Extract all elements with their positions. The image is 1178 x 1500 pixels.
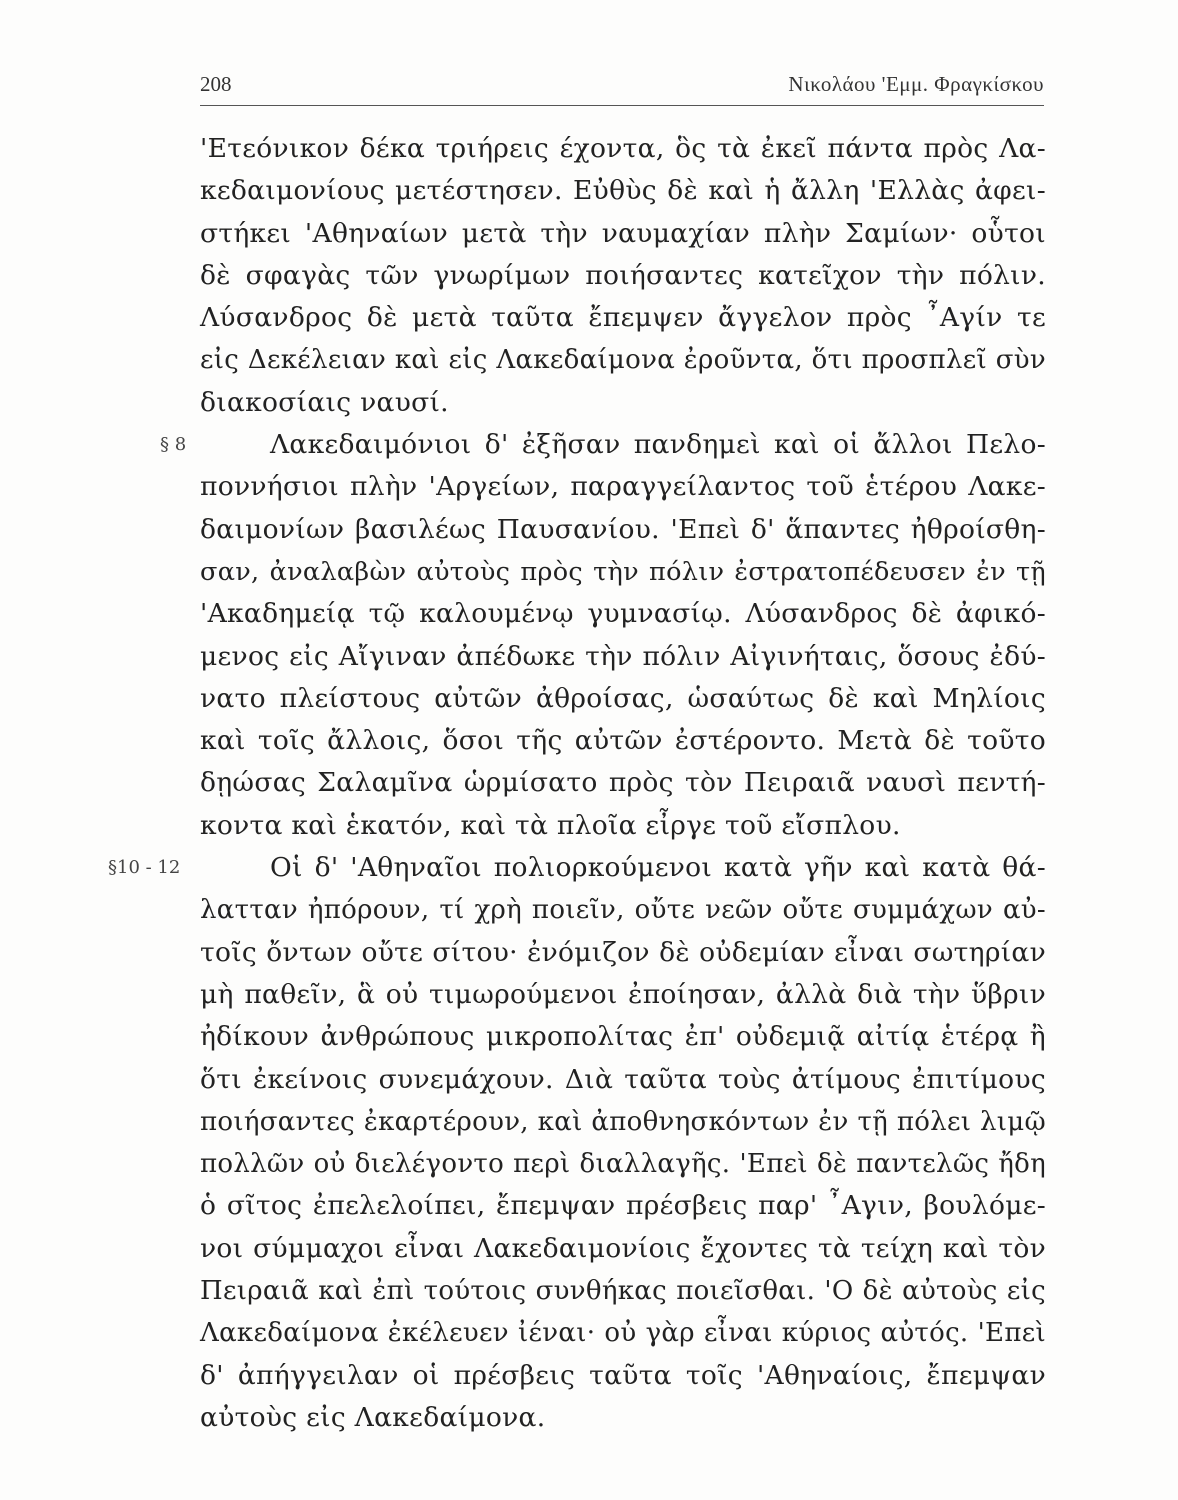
page-number: 208 bbox=[200, 72, 232, 96]
header-rule bbox=[200, 105, 1044, 106]
section-marker: § 8 bbox=[160, 434, 187, 456]
text-line: μενος εἰς Αἴγιναν ἀπέδωκε τὴν πόλιν Αἰγινήταις, ὅσους ἐδύ- bbox=[200, 640, 1046, 672]
text-line: νοι σύμμαχοι εἶναι Λακεδαιμονίοις ἔχοντες τὰ τείχη καὶ τὸν bbox=[200, 1232, 1046, 1264]
text-line: εἰς Δεκέλειαν καὶ εἰς Λακεδαίμονα ἐροῦντα, ὅτι προσπλεῖ σὺν bbox=[200, 345, 1046, 376]
text-line: τοῖς ὄντων οὔτε σίτου· ἐνόμιζον δὲ οὐδεμίαν εἶναι σωτηρίαν bbox=[200, 936, 1046, 968]
text-line: δῃώσας Σαλαμῖνα ὡρμίσατο πρὸς τὸν Πειραιᾶ ναυσὶ πεντή- bbox=[200, 767, 1046, 799]
text-line: αὐτοὺς εἰς Λακεδαίμονα. bbox=[200, 1401, 546, 1433]
text-line: νατο πλείστους αὐτῶν ἀθροίσας, ὡσαύτως δὲ καὶ Μηλίοις bbox=[200, 682, 1046, 714]
text-line: διακοσίαις ναυσί. bbox=[200, 386, 449, 418]
text-line: ποιήσαντες ἐκαρτέρουν, καὶ ἀποθνησκόντων ἐν τῇ πόλει λιμῷ bbox=[200, 1106, 1046, 1137]
text-line: καὶ τοῖς ἄλλοις, ὅσοι τῆς αὐτῶν ἐστέροντο. Μετὰ δὲ τοῦτο bbox=[200, 725, 1046, 757]
paragraph-first-line bbox=[108, 847, 1046, 889]
body-text bbox=[108, 128, 1046, 1439]
text-line: μὴ παθεῖν, ἃ οὐ τιμωρούμενοι ἐποίησαν, ἀλλὰ διὰ τὴν ὕβριν bbox=[200, 978, 1046, 1010]
text-line: 'Ακαδημείᾳ τῷ καλουμένῳ γυμνασίῳ. Λύσανδρος δὲ ἀφικό- bbox=[200, 598, 1046, 630]
text-line: 'Ετεόνικον δέκα τριήρεις έχοντα, ὃς τὰ ἐκεῖ πάντα πρὸς Λα- bbox=[200, 133, 1046, 164]
running-title: Νικολάου 'Εμμ. Φραγκίσκου bbox=[788, 72, 1044, 96]
text-line: δαιμονίων βασιλέως Παυσανίου. 'Επεὶ δ' ἅπαντες ἠθροίσθη- bbox=[200, 513, 1046, 545]
text-line: σαν, ἀναλαβὼν αὐτοὺς πρὸς τὴν πόλιν ἐστρατοπέδευσεν ἐν τῇ bbox=[200, 556, 1046, 587]
text-line: δ' ἀπήγγειλαν οἱ πρέσβεις ταῦτα τοῖς 'Αθηναίοις, ἔπεμψαν bbox=[200, 1359, 1046, 1391]
section-marker: §10 - 12 bbox=[108, 857, 181, 879]
text-line: Οἱ δ' 'Αθηναῖοι πολιορκούμενοι κατὰ γῆν καὶ κατὰ θά- bbox=[270, 852, 1046, 884]
text-line: πολλῶν οὐ διελέγοντο περὶ διαλλαγῆς. 'Επεὶ δὲ παντελῶς ἤδη bbox=[200, 1149, 1046, 1180]
text-line: λατταν ἠπόρουν, τί χρὴ ποιεῖν, οὔτε νεῶν οὔτε συμμάχων αὐ- bbox=[200, 895, 1046, 926]
text-line: στήκει 'Αθηναίων μετὰ τὴν ναυμαχίαν πλὴν Σαμίων· οὗτοι bbox=[200, 217, 1046, 249]
text-line: ἠδίκουν ἀνθρώπους μικροπολίτας ἐπ' οὐδεμιᾷ αἰτίᾳ ἑτέρᾳ ἢ bbox=[200, 1021, 1046, 1053]
text-line: Λακεδαιμόνιοι δ' ἐξῆσαν πανδημεὶ καὶ οἱ ἄλλοι Πελο- bbox=[270, 429, 1046, 461]
text-line: δὲ σφαγὰς τῶν γνωρίμων ποιήσαντες κατεῖχον τὴν πόλιν. bbox=[200, 259, 1046, 291]
text-line: ὅτι ἐκείνοις συνεμάχουν. Διὰ ταῦτα τοὺς ἀτίμους ἐπιτίμους bbox=[200, 1063, 1046, 1095]
text-line: ὁ σῖτος ἐπελελοίπει, ἔπεμψαν πρέσβεις παρ' ῏Αγιν, βουλόμε- bbox=[200, 1190, 1046, 1222]
text-line: Πειραιᾶ καὶ ἐπὶ τούτοις συνθήκας ποιεῖσθαι. 'Ο δὲ αὐτοὺς εἰς bbox=[200, 1276, 1046, 1307]
text-line: Λύσανδρος δὲ μετὰ ταῦτα ἔπεμψεν ἄγγελον πρὸς ῏Αγίν τε bbox=[200, 302, 1046, 334]
paragraph-first-line bbox=[160, 424, 1046, 466]
text-line: κεδαιμονίους μετέστησεν. Εὐθὺς δὲ καὶ ἡ ἄλλη 'Ελλὰς ἀφει- bbox=[200, 175, 1046, 207]
text-line: Λακεδαίμονα ἐκέλευεν ἰέναι· οὐ γὰρ εἶναι κύριος αὐτός. 'Επεὶ bbox=[200, 1318, 1046, 1349]
text-line: ποννήσιοι πλὴν 'Αργείων, παραγγείλαντος τοῦ ἑτέρου Λακε- bbox=[200, 471, 1046, 503]
text-line: κοντα καὶ ἑκατόν, καὶ τὰ πλοῖα εἶργε τοῦ εἴσπλου. bbox=[200, 809, 901, 841]
running-head bbox=[200, 72, 1044, 102]
